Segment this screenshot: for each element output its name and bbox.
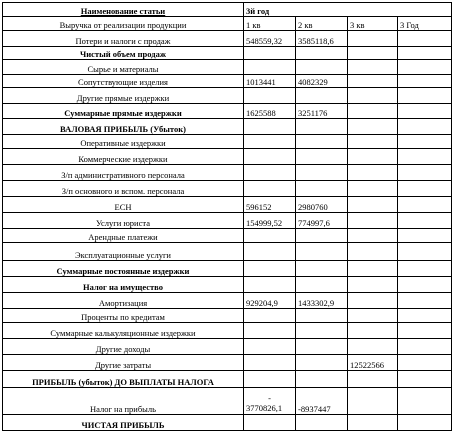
cell-value (244, 261, 296, 277)
row-label: Арендные платежи (3, 229, 244, 243)
row-label: Услуги юриста (3, 213, 244, 229)
cell-value (296, 88, 348, 104)
cell-value: 774997,6 (296, 213, 348, 229)
column-header-q2: 2 кв (296, 17, 348, 31)
cell-value (398, 197, 452, 213)
minus-sign: - (268, 393, 271, 403)
cell-number: 3770826,1 (246, 403, 283, 413)
cell-value (348, 229, 398, 243)
cell-value: 1013441 (244, 75, 296, 88)
cell-value (244, 229, 296, 243)
cell-value (398, 371, 452, 388)
header-row (3, 3, 452, 17)
cell-value (244, 243, 296, 261)
table-row (3, 165, 452, 181)
row-label: Налог на прибыль (3, 388, 244, 415)
table-row (3, 75, 452, 88)
cell-value (244, 88, 296, 104)
cell-value (398, 355, 452, 371)
cell-value (348, 47, 398, 60)
cell-value (296, 165, 348, 181)
cell-value (244, 60, 296, 75)
row-label: Амортизация (3, 293, 244, 309)
table-row (3, 31, 452, 47)
cell-value (398, 135, 452, 149)
row-label: Сырье и материалы (3, 60, 244, 75)
table-row (3, 323, 452, 339)
cell-value (398, 388, 452, 415)
cell-value (244, 165, 296, 181)
cell-value (398, 415, 452, 431)
cell-value (348, 165, 398, 181)
row-label: Суммарные калькуляционные издержки (3, 323, 244, 339)
cell-value (244, 415, 296, 431)
cell-value (296, 355, 348, 371)
cell-value (398, 243, 452, 261)
cell-value (348, 149, 398, 165)
row-label: Оперативные издержки (3, 135, 244, 149)
cell-value (296, 119, 348, 135)
column-header-q1: 1 кв (244, 17, 296, 31)
cell-value: -8937447 (296, 388, 348, 415)
cell-value (296, 371, 348, 388)
cell-value (348, 197, 398, 213)
table-row (3, 339, 452, 355)
cell-value: 1625588 (244, 104, 296, 119)
year-header: 3й год (244, 3, 452, 17)
table-row (3, 415, 452, 431)
cell-value (244, 355, 296, 371)
cell-value (348, 75, 398, 88)
cell-value (296, 149, 348, 165)
cell-value (348, 88, 398, 104)
article-header: Наименование статьи (3, 3, 244, 17)
table-row (3, 355, 452, 371)
row-label: ЧИСТАЯ ПРИБЫЛЬ (3, 415, 244, 431)
table-row (3, 309, 452, 323)
cell-value (348, 415, 398, 431)
table-row (3, 261, 452, 277)
table-row (3, 47, 452, 60)
cell-value (398, 31, 452, 47)
cell-value: 1433302,9 (296, 293, 348, 309)
row-label: Потери и налоги с продаж (3, 31, 244, 47)
cell-value (348, 243, 398, 261)
cell-value (348, 261, 398, 277)
row-label: Выручка от реализации продукции (3, 17, 244, 31)
cell-value (348, 181, 398, 197)
cell-value: 548559,32 (244, 31, 296, 47)
cell-value (398, 88, 452, 104)
row-label: Проценты по кредитам (3, 309, 244, 323)
cell-value: 3251176 (296, 104, 348, 119)
row-label: Коммерческие издержки (3, 149, 244, 165)
row-label: ЕСН (3, 197, 244, 213)
cell-value (398, 104, 452, 119)
cell-value (398, 75, 452, 88)
cell-value (296, 181, 348, 197)
row-label: З/п административного персонала (3, 165, 244, 181)
cell-value (398, 309, 452, 323)
cell-value (398, 149, 452, 165)
cell-value (398, 213, 452, 229)
cell-value (398, 339, 452, 355)
cell-value (348, 388, 398, 415)
cell-value (348, 31, 398, 47)
cell-value (244, 323, 296, 339)
row-label: Другие затраты (3, 355, 244, 371)
cell-value (296, 277, 348, 293)
column-header-year: 3 Год (398, 17, 452, 31)
cell-value (348, 119, 398, 135)
cell-value: 929204,9 (244, 293, 296, 309)
cell-value (398, 165, 452, 181)
row-label: Другие доходы (3, 339, 244, 355)
cell-value (398, 261, 452, 277)
cell-value (348, 309, 398, 323)
cell-value (348, 277, 398, 293)
cell-value (296, 323, 348, 339)
table-row (3, 60, 452, 75)
cell-value (398, 323, 452, 339)
cell-value (398, 47, 452, 60)
table-row (3, 371, 452, 388)
table-row (3, 277, 452, 293)
cell-value (244, 149, 296, 165)
cell-value (244, 119, 296, 135)
cell-value (296, 60, 348, 75)
cell-value (244, 388, 296, 415)
cell-value (348, 213, 398, 229)
cell-value (398, 60, 452, 75)
row-label: Другие прямые издержки (3, 88, 244, 104)
table-row (3, 135, 452, 149)
cell-value (244, 47, 296, 60)
cell-value (398, 181, 452, 197)
table-row (3, 119, 452, 135)
column-header-q3: 3 кв (348, 17, 398, 31)
table-row (3, 388, 452, 415)
cell-value: 3585118,6 (296, 31, 348, 47)
row-label: ВАЛОВАЯ ПРИБЫЛЬ (Убыток) (3, 119, 244, 135)
row-label: Суммарные прямые издержки (3, 104, 244, 119)
cell-value (244, 277, 296, 293)
table-row (3, 229, 452, 243)
cell-value (296, 339, 348, 355)
cell-value (398, 293, 452, 309)
row-label: ПРИБЫЛЬ (убыток) ДО ВЫПЛАТЫ НАЛОГА (3, 371, 244, 388)
cell-value: 2980760 (296, 197, 348, 213)
financial-report-table (2, 2, 452, 431)
cell-value: 154999,52 (244, 213, 296, 229)
cell-value (398, 119, 452, 135)
table-row (3, 243, 452, 261)
row-label: Чистый объем продаж (3, 47, 244, 60)
cell-value (348, 323, 398, 339)
cell-value (244, 371, 296, 388)
cell-value (296, 47, 348, 60)
cell-value (244, 135, 296, 149)
cell-value (348, 371, 398, 388)
table-row (3, 104, 452, 119)
table-row (3, 213, 452, 229)
table-row (3, 88, 452, 104)
cell-value (296, 229, 348, 243)
cell-value (398, 277, 452, 293)
table-row (3, 197, 452, 213)
cell-value (348, 60, 398, 75)
cell-value (244, 181, 296, 197)
cell-value (244, 339, 296, 355)
cell-value (348, 104, 398, 119)
table-row (3, 293, 452, 309)
cell-value (296, 135, 348, 149)
row-label: Суммарные постоянные издержки (3, 261, 244, 277)
cell-value (398, 229, 452, 243)
row-label: Налог на имущество (3, 277, 244, 293)
cell-value: 4082329 (296, 75, 348, 88)
table-row (3, 181, 452, 197)
cell-value (296, 261, 348, 277)
cell-value (296, 309, 348, 323)
row-label: З/п основного и вспом. персонала (3, 181, 244, 197)
table-row (3, 17, 452, 31)
cell-value (348, 339, 398, 355)
cell-value (348, 135, 398, 149)
cell-value (296, 243, 348, 261)
cell-value: 596152 (244, 197, 296, 213)
table-row (3, 149, 452, 165)
cell-value (244, 309, 296, 323)
cell-value (296, 415, 348, 431)
row-label: Эксплуатационные услуги (3, 243, 244, 261)
cell-value: 12522566 (348, 355, 398, 371)
row-label: Сопутствующие изделия (3, 75, 244, 88)
cell-value (348, 293, 398, 309)
